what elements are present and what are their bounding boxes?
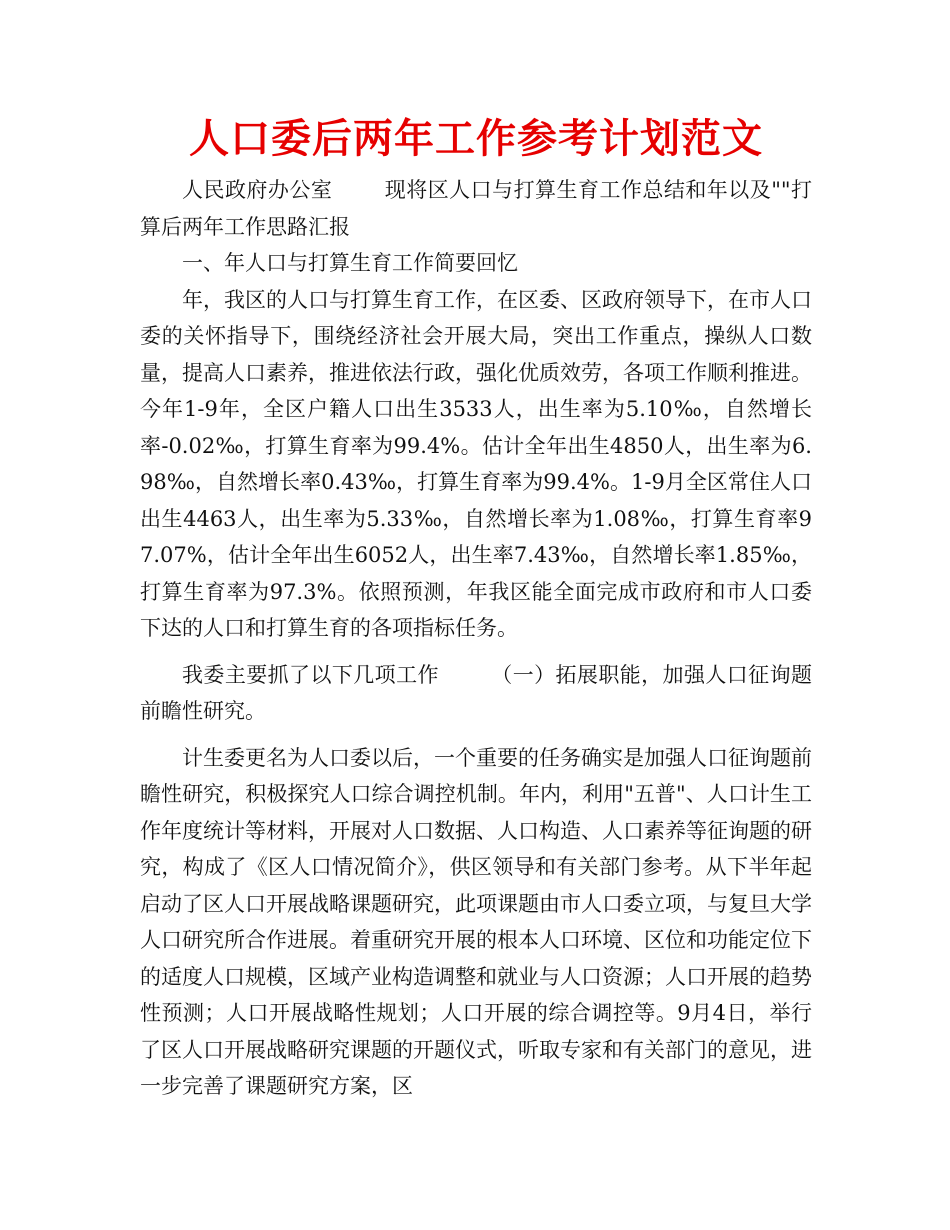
- work-paragraph: [140, 657, 812, 730]
- document-page: [140, 112, 812, 1105]
- document-title: 人口委后两年工作参考计划范文: [189, 116, 763, 162]
- intro-sender: 人民政府办公室: [182, 178, 333, 202]
- intro-paragraph: [140, 172, 812, 245]
- work-lead: 我委主要抓了以下几项工作: [182, 662, 439, 687]
- work-item-heading: （一）拓展职能，加强人口征询题前瞻性研究。: [140, 662, 813, 723]
- research-paragraph: 计生委更名为人口委以后，一个重要的任务确实是加强人口征询题前瞻性研究，积极探究人口综合调控机制。年内，利用"五普"、人口计生工作年度统计等材料，开展对人口数据、人口构造、人口素养等征询题的研究，构成了《区人口情况简介》，供区领导和有关部门参考。从下半年起启动了区人口开展战略课题研究，此项课题由市人口委立项，与复旦大学人口研究所合作进展。着重研究开展的根本人口环境、区位和功能定位下的适度人口规模，区域产业构造调整和就业与人口资源；人口开展的趋势性预测；人口开展战略性规划；人口开展的综合调控等。9月4日，举行了区人口开展战略研究课题的开题仪式，听取专家和有关部门的意见，进一步完善了课题研究方案，区: [140, 745, 812, 1098]
- review-paragraph: 年，我区的人口与打算生育工作，在区委、区政府领导下，在市人口委的关怀指导下，围绕经济社会开展大局，突出工作重点，操纵人口数量，提高人口素养，推进依法行政，强化优质效劳，各项工作顺利推进。今年1-9年，全区户籍人口出生3533人，出生率为5.10‰，自然增长率-0.02‰，打算生育率为99.4%。估计全年出生4850人，出生率为6.98‰，自然增长率0.43‰，打算生育率为99.4%。1-9月全区常住人口出生4463人，出生率为5.33‰，自然增长率为1.08‰，打算生育率97.07%，估计全年出生6052人，出生率7.43‰，自然增长率1.85‰，打算生育率为97.3%。依照预测，年我区能全面完成市政府和市人口委下达的人口和打算生育的各项指标任务。: [140, 287, 812, 640]
- section-heading: 一、年人口与打算生育工作简要回忆: [182, 251, 518, 275]
- intro-text: 现将区人口与打算生育工作总结和年以及""打算后两年工作思路汇报: [140, 178, 813, 239]
